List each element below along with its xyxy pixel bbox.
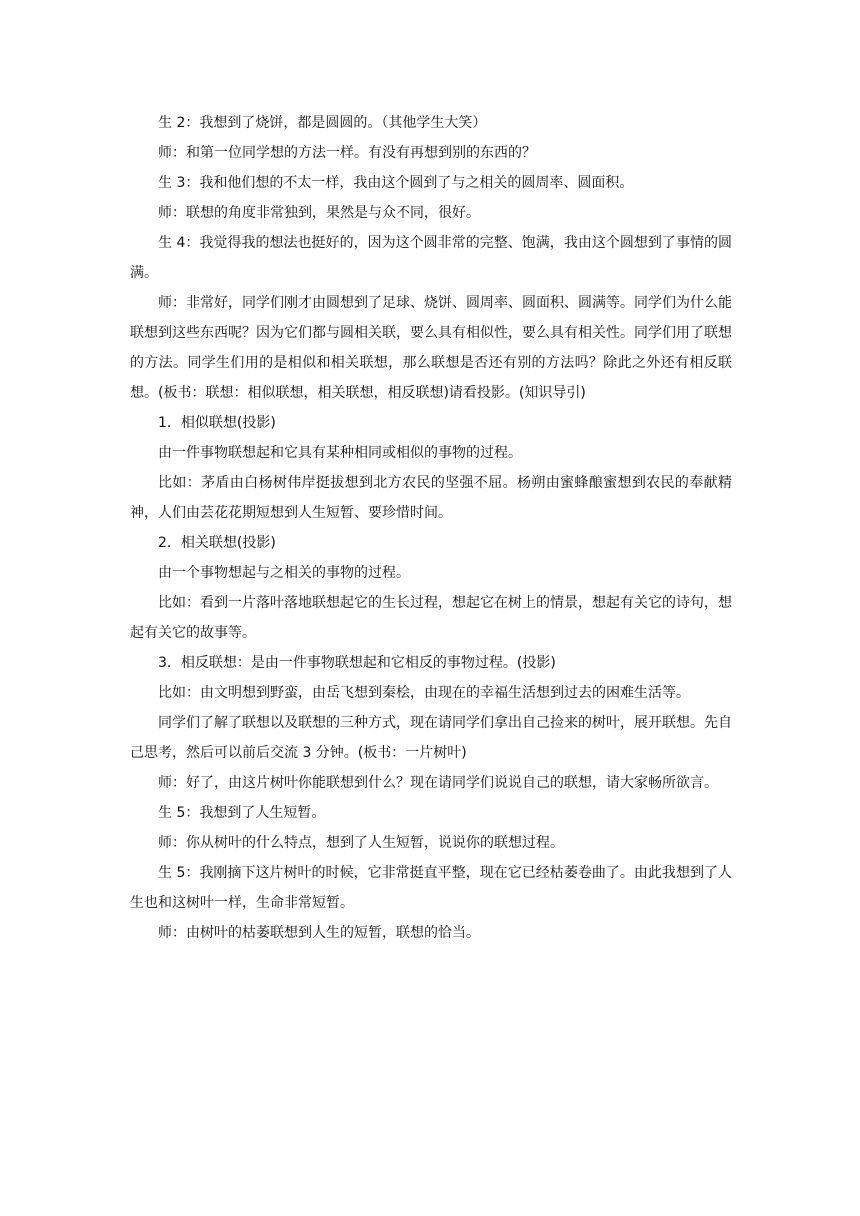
paragraph: 生 2：我想到了烧饼，都是圆圆的。（其他学生大笑） — [158, 115, 487, 131]
paragraph: 师：你从树叶的什么特点，想到了人生短暂，说说你的联想过程。 — [158, 835, 564, 851]
paragraph: 生 3：我和他们想的不太一样，我由这个圆到了与之相关的圆周率、圆面积。 — [158, 175, 634, 191]
paragraph: 师：由树叶的枯萎联想到人生的短暂，联想的恰当。 — [158, 925, 480, 941]
paragraph: 由一件事物联想起和它具有某种相同或相似的事物的过程。 — [158, 445, 522, 461]
document-body — [130, 108, 732, 948]
paragraph: 比如：茅盾由白杨树伟岸挺拔想到北方农民的坚强不屈。杨朔由蜜蜂酿蜜想到农民的奉献精神，人们由芸花花期短想到人生短暂、要珍惜时间。 — [130, 475, 732, 521]
paragraph: 生 5：我想到了人生短暂。 — [158, 805, 326, 821]
paragraph: 比如：看到一片落叶落地联想起它的生长过程，想起它在树上的情景，想起有关它的诗句，想起有关它的故事等。 — [130, 595, 732, 641]
section-heading: 2．相关联想(投影) — [158, 535, 276, 551]
section-heading: 1．相似联想(投影) — [158, 415, 276, 431]
paragraph: 同学们了解了联想以及联想的三种方式，现在请同学们拿出自己捡来的树叶，展开联想。先自己思考，然后可以前后交流 3 分钟。(板书：一片树叶) — [130, 715, 732, 761]
paragraph: 师：好了，由这片树叶你能联想到什么？现在请同学们说说自己的联想，请大家畅所欲言。 — [158, 775, 718, 791]
paragraph: 师：联想的角度非常独到，果然是与众不同，很好。 — [158, 205, 480, 221]
paragraph: 由一个事物想起与之相关的事物的过程。 — [158, 565, 410, 581]
paragraph: 生 4：我觉得我的想法也挺好的，因为这个圆非常的完整、饱满，我由这个圆想到了事情的圆满。 — [130, 235, 732, 281]
paragraph: 师：非常好，同学们刚才由圆想到了足球、烧饼、圆周率、圆面积、圆满等。同学们为什么能联想到这些东西呢？因为它们都与圆相关联，要么具有相似性，要么具有相关性。同学们用了联想的方法。同学生们用的是相似和相关联想，那么联想是否还有别的方法吗？除此之外还有相反联想。(板书：联想：相似联想，相关联想，相反联想)请看投影。(知识导引) — [130, 295, 732, 401]
paragraph: 师：和第一位同学想的方法一样。有没有再想到别的东西的？ — [158, 145, 536, 161]
paragraph: 比如：由文明想到野蛮，由岳飞想到秦桧，由现在的幸福生活想到过去的困难生活等。 — [158, 685, 690, 701]
paragraph: 生 5：我刚摘下这片树叶的时候，它非常挺直平整，现在它已经枯萎卷曲了。由此我想到了人生也和这树叶一样，生命非常短暂。 — [130, 865, 732, 911]
section-heading: 3．相反联想：是由一件事物联想起和它相反的事物过程。(投影) — [158, 655, 556, 671]
